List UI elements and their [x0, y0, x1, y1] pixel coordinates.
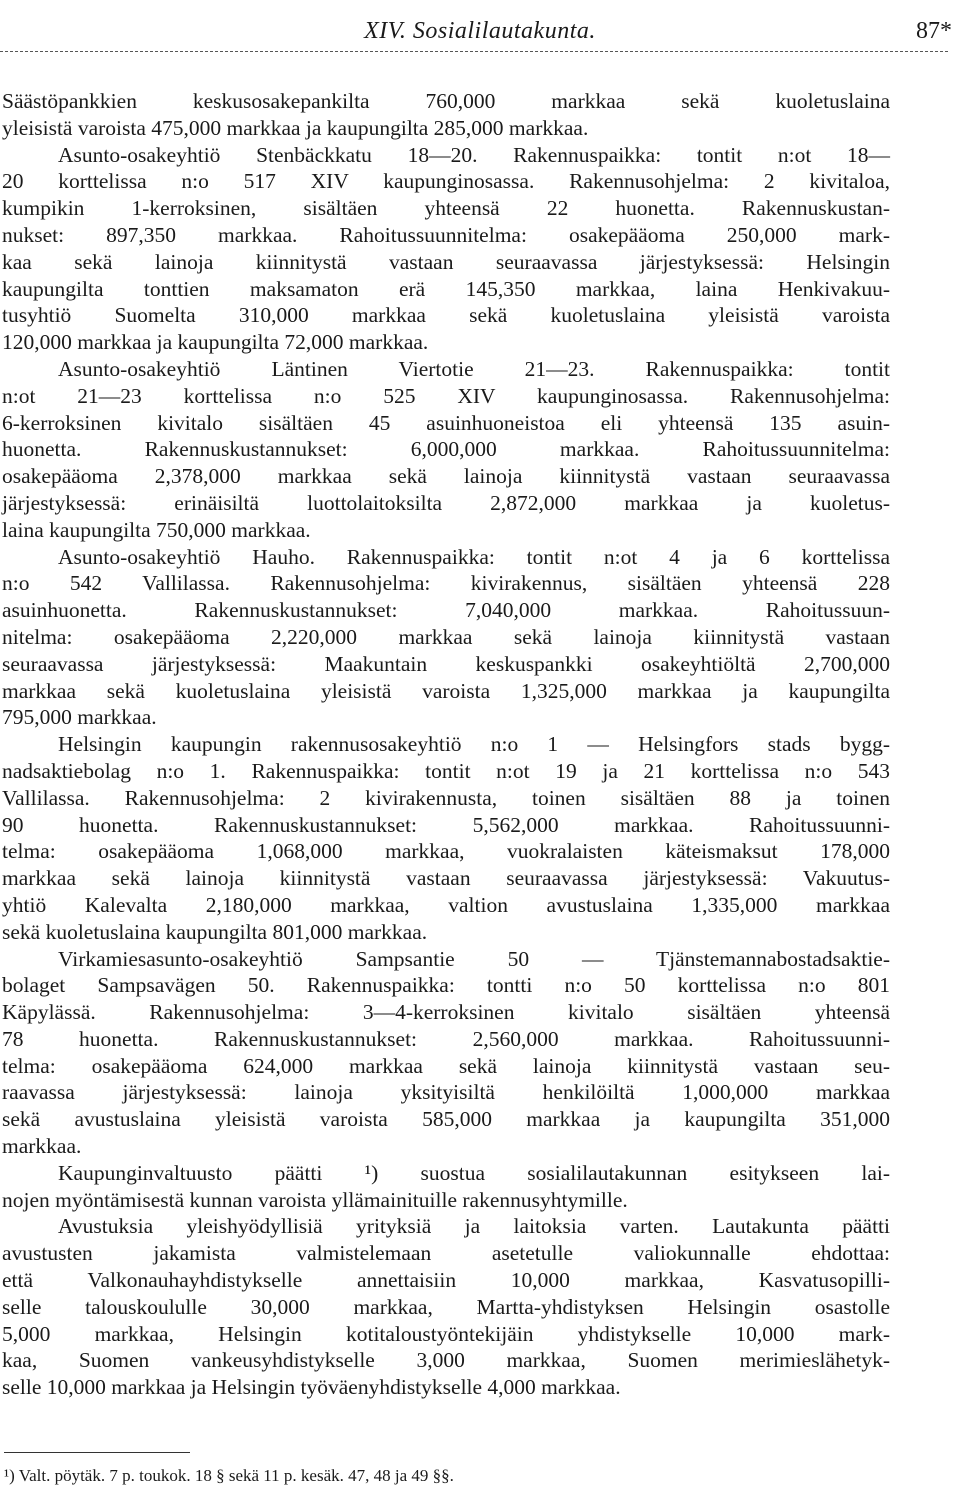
text-line: yhtiö Kalevalta 2,180,000 markkaa, valtion avustuslaina 1,335,000 markkaa [2, 892, 890, 917]
text-line: kaupungilta tonttien maksamaton erä 145,350 markkaa, laina Henkivakuu- [2, 276, 890, 301]
text-line: 90 huonetta. Rakennuskustannukset: 5,562,000 markkaa. Rahoitussuunni- [2, 812, 890, 837]
text-line: 795,000 markkaa. [2, 705, 157, 730]
text-line: Asunto-osakeyhtiö Läntinen Viertotie 21—23. Rakennuspaikka: tontit [58, 356, 890, 381]
text-line: sekä kuoletuslaina kaupungilta 801,000 markkaa. [2, 919, 428, 944]
text-line: osakepääoma 2,378,000 markkaa sekä lainoja kiinnitystä vastaan seuraavassa [2, 464, 890, 489]
text-line: kaa sekä lainoja kiinnitystä vastaan seuraavassa järjestyksessä: Helsingin [2, 249, 890, 274]
text-line: bolaget Sampsavägen 50. Rakennuspaikka: tontti n:o 50 korttelissa n:o 801 [2, 973, 890, 998]
text-line: nukset: 897,350 markkaa. Rahoitussuunnitelma: osakepääoma 250,000 mark- [2, 222, 890, 247]
text-line: telma: osakepääoma 1,068,000 markkaa, vuokralaisten käteismaksut 178,000 [2, 839, 890, 864]
text-line: selle talouskoululle 30,000 markkaa, Martta-yhdistyksen Helsingin osastolle [2, 1294, 890, 1319]
text-line: Asunto-osakeyhtiö Stenbäckkatu 18—20. Rakennuspaikka: tontit n:ot 18— [58, 142, 890, 167]
page-header [0, 18, 960, 52]
text-line: n:o 542 Vallilassa. Rakennusohjelma: kivirakennus, sisältäen yhteensä 228 [2, 571, 890, 596]
text-line: sekä avustuslaina yleisistä varoista 585,000 markkaa ja kaupungilta 351,000 [2, 1107, 890, 1132]
text-line: raavassa järjestyksessä: lainoja yksityisiltä henkilöiltä 1,000,000 markkaa [2, 1080, 890, 1105]
footnote-rule [4, 1452, 190, 1453]
footnote: ¹) Valt. pöytäk. 7 p. toukok. 18 § sekä 11 p. kesäk. 47, 48 ja 49 §§. [4, 1466, 454, 1485]
text-line: kaa, Suomen vankeusyhdistykselle 3,000 markkaa, Suomen merimieslähetyk- [2, 1348, 890, 1373]
text-line: nojen myöntämisestä kunnan varoista yllämainituille rakennusyhtymille. [2, 1187, 628, 1212]
text-line: asuinhuonetta. Rakennuskustannukset: 7,040,000 markkaa. Rahoitussuun- [2, 598, 890, 623]
body-text [2, 88, 890, 1401]
text-line: telma: osakepääoma 624,000 markkaa sekä lainoja kiinnitystä vastaan seu- [2, 1053, 890, 1078]
header-rule [0, 51, 948, 52]
text-line: Helsingin kaupungin rakennusosakeyhtiö n:o 1 — Helsingfors stads bygg- [58, 732, 890, 757]
text-line: tusyhtiö Suomelta 310,000 markkaa sekä kuoletuslaina yleisistä varoista [2, 303, 890, 328]
text-line: markkaa. [2, 1134, 82, 1159]
text-line: seuraavassa järjestyksessä: Maakuntain keskuspankki osakeyhtiöltä 2,700,000 [2, 651, 890, 676]
text-line: että Valkonauhayhdistykselle annettaisiin 10,000 markkaa, Kasvatusopilli- [2, 1268, 890, 1293]
running-title: XIV. Sosialilautakunta. [364, 18, 596, 44]
text-line: kumpikin 1-kerroksinen, sisältäen yhteensä 22 huonetta. Rakennuskustan- [2, 196, 890, 221]
text-line: yleisistä varoista 475,000 markkaa ja kaupungilta 285,000 markkaa. [2, 115, 589, 140]
text-line: nitelma: osakepääoma 2,220,000 markkaa sekä lainoja kiinnitystä vastaan [2, 624, 890, 649]
page-number: 87* [916, 18, 952, 44]
text-line: 78 huonetta. Rakennuskustannukset: 2,560,000 markkaa. Rahoitussuunni- [2, 1026, 890, 1051]
text-line: markkaa sekä lainoja kiinnitystä vastaan seuraavassa järjestyksessä: Vakuutus- [2, 866, 890, 891]
text-line: 6-kerroksinen kivitalo sisältäen 45 asuinhuoneistoa eli yhteensä 135 asuin- [2, 410, 890, 435]
text-line: Kaupunginvaltuusto päätti ¹) suostua sosialilautakunnan esitykseen lai- [58, 1160, 890, 1185]
text-line: 120,000 markkaa ja kaupungilta 72,000 markkaa. [2, 330, 429, 355]
text-line: avustusten jakamista valmistelemaan asetetulle valiokunnalle ehdottaa: [2, 1241, 890, 1266]
text-line: 20 korttelissa n:o 517 XIV kaupunginosassa. Rakennusohjelma: 2 kivitaloa, [2, 169, 890, 194]
text-line: huonetta. Rakennuskustannukset: 6,000,000 markkaa. Rahoitussuunnitelma: [2, 437, 890, 462]
text-line: n:ot 21—23 korttelissa n:o 525 XIV kaupunginosassa. Rakennusohjelma: [2, 383, 890, 408]
text-line: Virkamiesasunto-osakeyhtiö Sampsantie 50 — Tjänstemannabostadsaktie- [58, 946, 890, 971]
text-line: Säästöpankkien keskusosakepankilta 760,000 markkaa sekä kuoletuslaina [2, 89, 890, 113]
text-line: järjestyksessä: erinäisiltä luottolaitoksilta 2,872,000 markkaa ja kuoletus- [2, 490, 890, 515]
text-line: Vallilassa. Rakennusohjelma: 2 kivirakennusta, toinen sisältäen 88 ja toinen [2, 785, 890, 810]
text-line: Avustuksia yleishyödyllisiä yrityksiä ja laitoksia varten. Lautakunta päätti [58, 1214, 890, 1239]
text-line: markkaa sekä kuoletuslaina yleisistä varoista 1,325,000 markkaa ja kaupungilta [2, 678, 890, 703]
text-line: Käpylässä. Rakennusohjelma: 3—4-kerroksinen kivitalo sisältäen yhteensä [2, 1000, 890, 1025]
text-line: selle 10,000 markkaa ja Helsingin työväenyhdistykselle 4,000 markkaa. [2, 1375, 621, 1400]
text-line: nadsaktiebolag n:o 1. Rakennuspaikka: tontit n:ot 19 ja 21 korttelissa n:o 543 [2, 758, 890, 783]
text-line: laina kaupungilta 750,000 markkaa. [2, 517, 311, 542]
text-line: Asunto-osakeyhtiö Hauho. Rakennuspaikka: tontit n:ot 4 ja 6 korttelissa [58, 544, 890, 569]
text-line: 5,000 markkaa, Helsingin kotitaloustyöntekijäin yhdistykselle 10,000 mark- [2, 1321, 890, 1346]
